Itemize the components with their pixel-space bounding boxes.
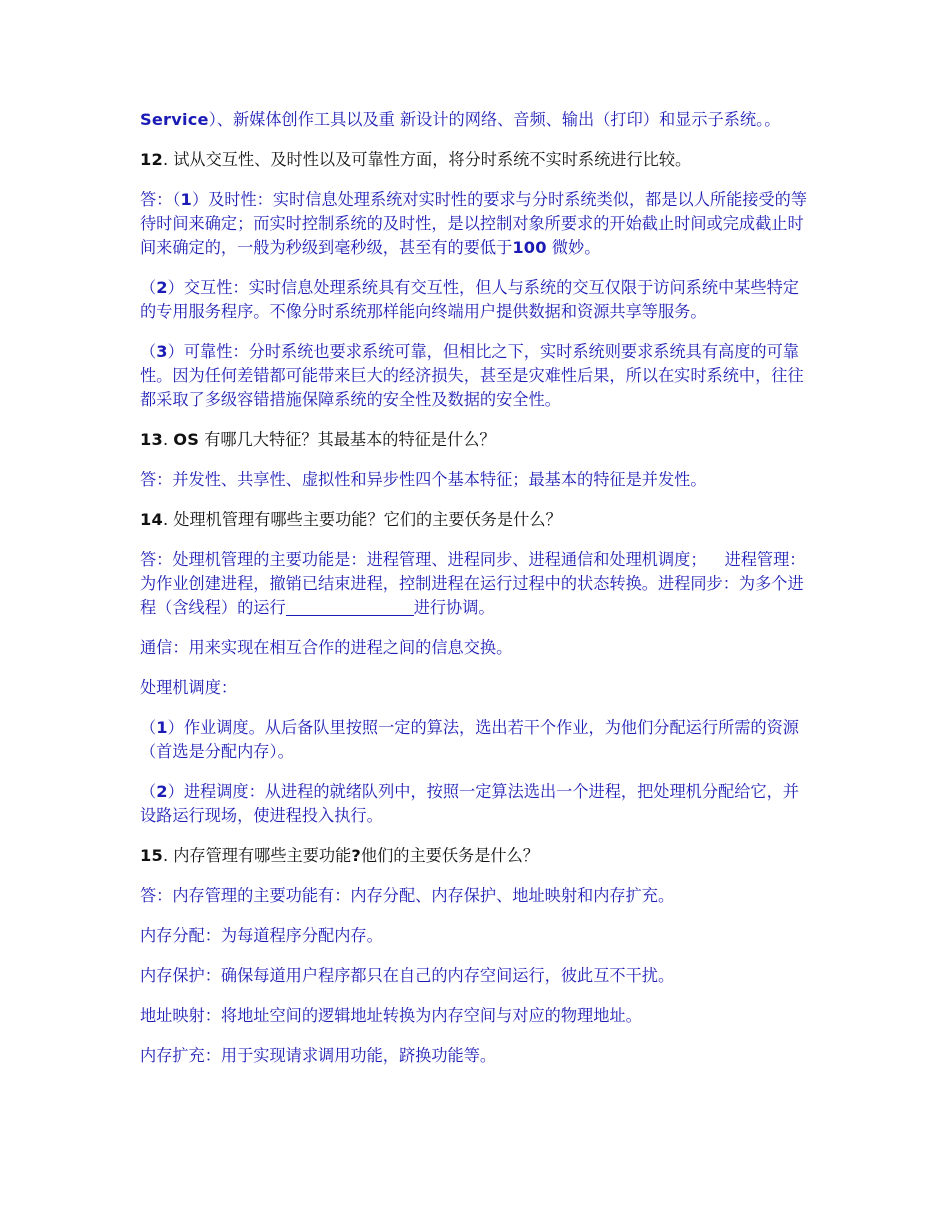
answer-14-scheduling-title — [140, 676, 812, 700]
answer-12-reliability — [140, 340, 812, 412]
question-sep: . — [162, 510, 169, 529]
question-number: 14 — [140, 510, 163, 529]
item-number: 2 — [156, 278, 168, 297]
question-text-end: 他们的主要仸务是什么？ — [360, 846, 539, 865]
answer-text: 答：处理机管理的主要功能是：进程管理、进程同步、进程通信和处理机调度； — [140, 550, 707, 569]
question-number: 15 — [140, 846, 163, 865]
answer-text: ）进程调度：从进程的就绪队列中，按照一定算法选出一个进程，把处理机分配给它，并设路运行现场，使进程投入执行。 — [140, 782, 799, 825]
bold-term: Service — [140, 110, 209, 129]
question-text: 试从交互性、及时性以及可靠性方面，将分时系统不实时系统进行比较。 — [173, 150, 692, 169]
item-number: 2 — [156, 782, 168, 801]
paragraph-continuation — [140, 108, 812, 132]
answer-text: 内存扩充：用于实现请求调用功能，跻换功能等。 — [140, 1046, 497, 1065]
answer-12-interactivity — [140, 276, 812, 324]
answer-13 — [140, 468, 812, 492]
answer-text: 处理机调度： — [140, 678, 238, 697]
bold-term: OS — [173, 430, 200, 449]
answer-prefix: （ — [140, 342, 157, 361]
answer-15-mapping — [140, 1004, 812, 1028]
answer-text: 答：内存管理的主要功能有：内存分配、内存保护、地址映射和内存扩充。 — [140, 886, 675, 905]
answer-text-end: 微妙。 — [551, 238, 601, 257]
answer-text: ）及时性：实时信息处理系统对实时性的要求与分时系统类似，都是以人所能接受的等待时间来确定；而实时控制系统的及时性，是以控制对象所要求的开始截止时间或完成截止时间来确定的，一般为秒级到毫秒级，甚至有的要低于 — [140, 190, 808, 257]
bold-number: 100 — [512, 238, 547, 257]
question-mark: ? — [351, 846, 361, 865]
answer-text: 内存保护：确保每道用户程序都只在自己的内存空间运行，彼此互不干扰。 — [140, 966, 675, 985]
answer-14-communication — [140, 636, 812, 660]
answer-text: ）交互性：实时信息处理系统具有交互性，但人与系统的交互仅限于访问系统中某些特定的专用服务程序。不像分时系统那样能向终端用户提供数据和资源共享等服务。 — [140, 278, 799, 321]
question-text: 有哪几大特征？其最基本的特征是什么？ — [204, 430, 496, 449]
answer-14-job-scheduling — [140, 716, 812, 764]
answer-text: ）可靠性：分时系统也要求系统可靠，但相比之下，实时系统则要求系统具有高度的可靠性。因为任何差错都可能带来巨大的经济损失，甚至是灾难性后果，所以在实时系统中，往往都采取了多级容错措施保障系统的安全性及数据的安全性。 — [140, 342, 804, 409]
answer-12-timeliness — [140, 188, 812, 260]
question-number: 12 — [140, 150, 163, 169]
answer-prefix: （ — [140, 278, 157, 297]
answer-prefix: 答：（ — [140, 190, 181, 209]
question-13 — [140, 428, 812, 452]
question-text: 处理机管理有哪些主要功能？它们的主要仸务是什么？ — [173, 510, 562, 529]
document-page — [140, 108, 812, 1084]
paragraph-text: ）、新媒体创作工具以及重 新设计的网络、音频、输出（打印）和显示子系统。。 — [208, 110, 781, 129]
answer-14-process-scheduling — [140, 780, 812, 828]
answer-15-expansion — [140, 1044, 812, 1068]
question-12 — [140, 148, 812, 172]
item-number: 1 — [180, 190, 192, 209]
answer-text-2: 进程管理：为作业创建进程，撤销已结束进程，控制进程在运行过程中的状态转换。进程同步：为多个进程（含线程）的运行 — [140, 550, 806, 617]
answer-text: 内存分配：为每道程序分配内存。 — [140, 926, 383, 945]
answer-15-functions — [140, 884, 812, 908]
answer-15-protection — [140, 964, 812, 988]
answer-text: ）作业调度。从后备队里按照一定的算法，选出若干个作业，为他们分配运行所需的资源（首选是分配内存）。 — [140, 718, 799, 761]
question-sep: . — [162, 846, 169, 865]
question-sep: . — [162, 430, 169, 449]
item-number: 3 — [156, 342, 168, 361]
question-sep: . — [162, 150, 169, 169]
answer-15-allocation — [140, 924, 812, 948]
answer-text-end: 进行协调。 — [413, 598, 495, 617]
question-number: 13 — [140, 430, 163, 449]
answer-text: 通信：用来实现在相互合作的进程之间的信息交换。 — [140, 638, 513, 657]
question-15 — [140, 844, 812, 868]
answer-text: 答：并发性、共享性、虚拟性和异步性四个基本特征；最基本的特征是并发性。 — [140, 470, 707, 489]
answer-text: 地址映射：将地址空间的逻辑地址转换为内存空间与对应的物理地址。 — [140, 1006, 642, 1025]
question-14 — [140, 508, 812, 532]
item-number: 1 — [156, 718, 168, 737]
question-text: 内存管理有哪些主要功能 — [173, 846, 352, 865]
fill-in-blank — [286, 597, 414, 616]
answer-prefix: （ — [140, 718, 157, 737]
answer-14-functions — [140, 548, 812, 620]
answer-prefix: （ — [140, 782, 157, 801]
